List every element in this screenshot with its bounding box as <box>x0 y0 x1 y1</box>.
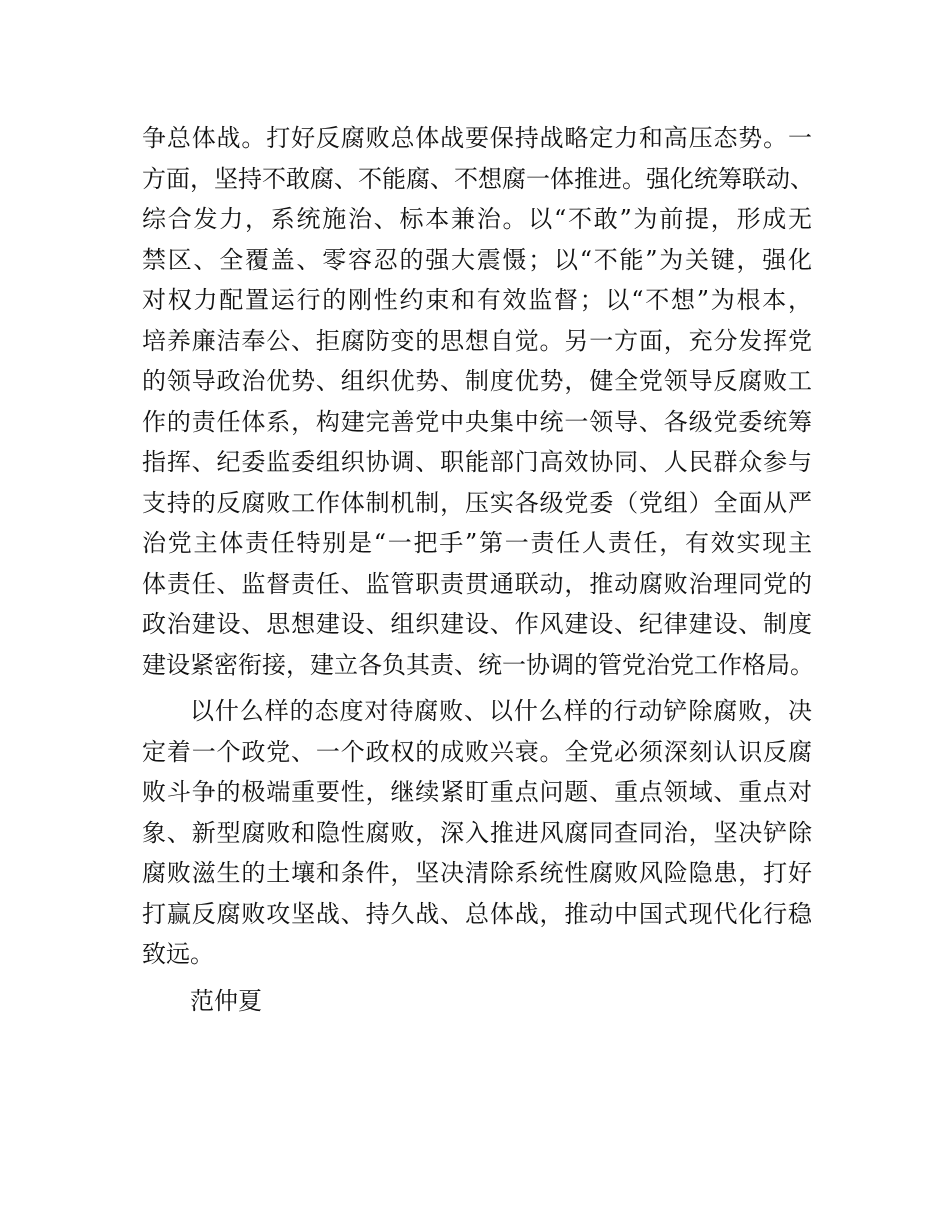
text-line: 方面，坚持不敢腐、不能腐、不想腐一体推进。强化统筹联动、 <box>142 164 814 193</box>
text-line: 以什么样的态度对待腐败、以什么样的行动铲除腐败，决 <box>190 697 812 725</box>
text-line: 培养廉洁奉公、拒腐防变的思想自觉。另一方面，充分发挥党 <box>142 326 812 355</box>
text-line: 致远。 <box>142 940 214 968</box>
paragraph-2 <box>142 691 812 975</box>
text-line: 定着一个政党、一个政权的成败兴衰。全党必须深刻认识反腐 <box>142 737 812 766</box>
text-line: 的领导政治优势、组织优势、制度优势，健全党领导反腐败工 <box>142 367 812 395</box>
text-line: 综合发力，系统施治、标本兼治。以“不敢”为前提，形成无 <box>142 205 812 233</box>
author-name: 范仲夏 <box>190 986 262 1015</box>
text-line: 作的责任体系，构建完善党中央集中统一领导、各级党委统筹 <box>142 407 812 436</box>
text-line: 腐败滋生的土壤和条件，坚决清除系统性腐败风险隐患，打好 <box>142 859 812 887</box>
text-line: 打赢反腐败攻坚战、持久战、总体战，推动中国式现代化行稳 <box>142 899 812 928</box>
text-line: 建设紧密衔接，建立各负其责、统一协调的管党治党工作格局。 <box>142 650 814 679</box>
text-line: 治党主体责任特别是“一把手”第一责任人责任，有效实现主 <box>142 529 812 557</box>
author-paragraph <box>142 981 812 1022</box>
text-line: 体责任、监督责任、监管职责贯通联动，推动腐败治理同党的 <box>142 569 812 598</box>
text-line: 禁区、全覆盖、零容忍的强大震慑；以“不能”为关键，强化 <box>142 245 812 274</box>
text-line: 对权力配置运行的刚性约束和有效监督；以“不想”为根本， <box>142 286 812 314</box>
text-line: 象、新型腐败和隐性腐败，深入推进风腐同查同治，坚决铲除 <box>142 818 812 847</box>
document-body <box>142 118 812 1021</box>
paragraph-1 <box>142 118 812 685</box>
text-line: 争总体战。打好反腐败总体战要保持战略定力和高压态势。一 <box>142 124 812 152</box>
text-line: 政治建设、思想建设、组织建设、作风建设、纪律建设、制度 <box>142 610 812 638</box>
text-line: 支持的反腐败工作体制机制，压实各级党委（党组）全面从严 <box>142 488 812 517</box>
text-line: 指挥、纪委监委组织协调、职能部门高效协同、人民群众参与 <box>142 448 812 476</box>
text-line: 败斗争的极端重要性，继续紧盯重点问题、重点领域、重点对 <box>142 778 812 806</box>
